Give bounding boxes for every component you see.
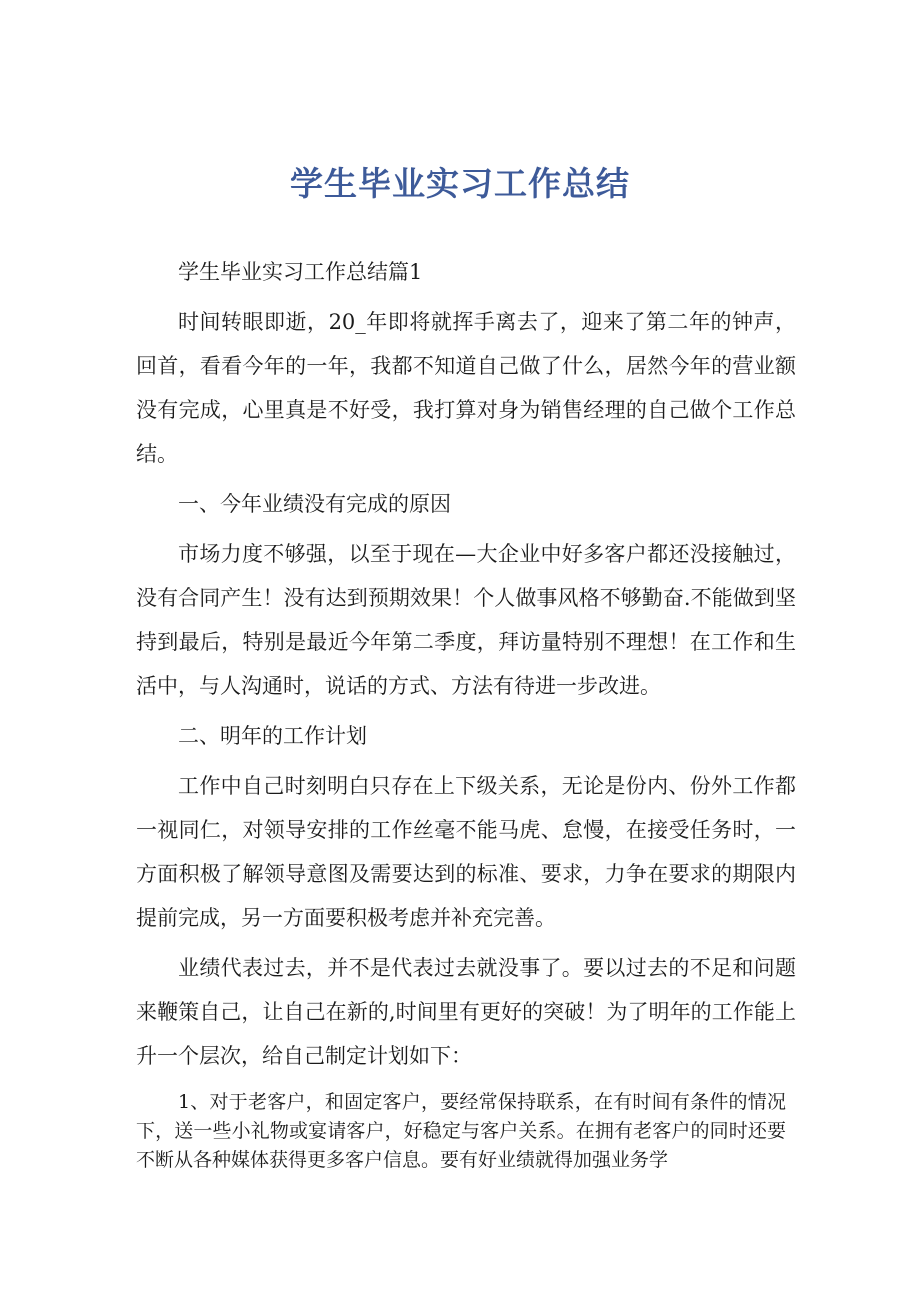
paragraph-intro: 时间转眼即逝，20_年即将就挥手离去了，迎来了第二年的钟声，回首，看看今年的一年，我都不知道自己做了什么，居然今年的营业额没有完成，心里真是不好受，我打算对身为销售经理的自己做个工作总结。 — [136, 310, 796, 466]
paragraph-plan: 工作中自己时刻明白只存在上下级关系，无论是份内、份外工作都一视同仁，对领导安排的工作丝毫不能马虎、怠慢，在接受任务时，一方面积极了解领导意图及需要达到的标准、要求，力争在要求的期限内提前完成，另一方面要积极考虑并补充完善。 — [136, 774, 796, 930]
plan-item-1: 1、对于老客户，和固定客户，要经常保持联系，在有时间有条件的情况下，送一些小礼物或宴请客户，好稳定与客户关系。在拥有老客户的同时还要不断从各种媒体获得更多客户信息。要有好业绩就得加强业务学 — [136, 1091, 786, 1171]
section-heading-plan: 二、明年的工作计划 — [178, 724, 367, 748]
plan-list — [136, 1088, 786, 1175]
section-subtitle: 学生毕业实习工作总结篇1 — [178, 260, 423, 284]
section-heading-reasons: 一、今年业绩没有完成的原因 — [178, 492, 451, 516]
paragraph-performance: 业绩代表过去，并不是代表过去就没事了。要以过去的不足和问题来鞭策自己，让自己在新的,时间里有更好的突破！为了明年的工作能上升一个层次，给自己制定计划如下： — [136, 956, 796, 1068]
document-body — [136, 250, 796, 1078]
document-title: 学生毕业实习工作总结 — [290, 164, 630, 203]
paragraph-reasons: 市场力度不够强，以至于现在—大企业中好多客户都还没接触过，没有合同产生！没有达到预期效果！个人做事风格不够勤奋.不能做到坚持到最后，特别是最近今年第二季度，拜访量特别不理想！在工作和生活中，与人沟通时，说话的方式、方法有待进一步改进。 — [136, 542, 796, 698]
